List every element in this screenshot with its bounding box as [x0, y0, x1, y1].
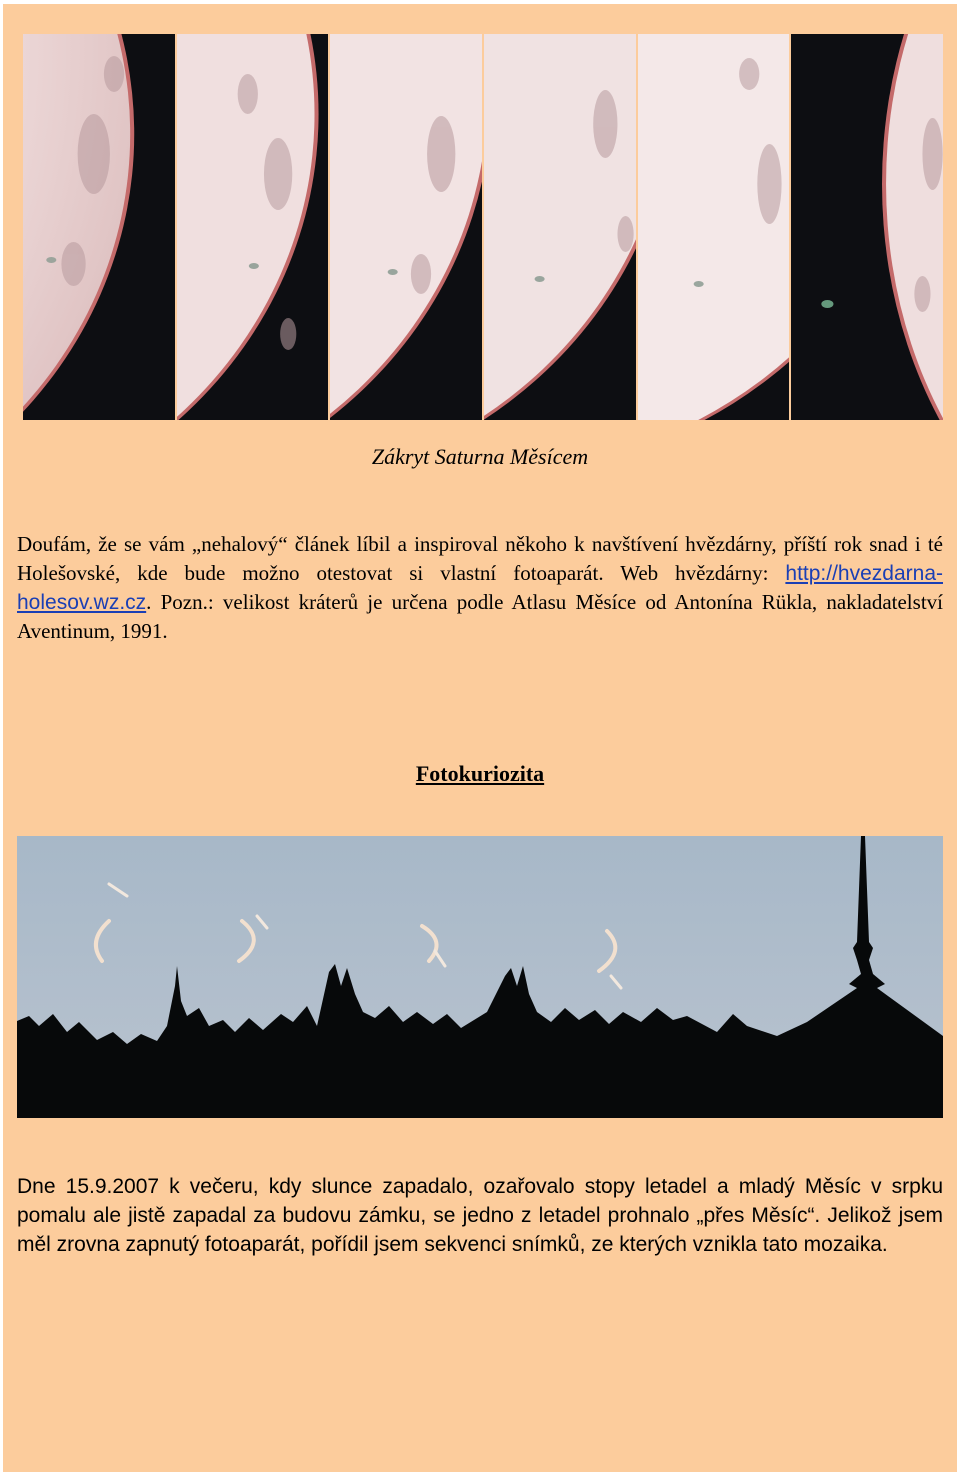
saturn-occultation-photo-strip [23, 34, 943, 420]
document-page [3, 4, 957, 1472]
moon-frame-2 [177, 34, 329, 420]
intro-paragraph [17, 530, 943, 646]
observatory-link[interactable]: http://hvezdarna-holesov.wz.cz [17, 562, 943, 614]
moon-frame-6 [791, 34, 943, 420]
moon-frame-3 [330, 34, 482, 420]
curiosity-paragraph: Dne 15.9.2007 k večeru, kdy slunce zapadalo, ozařovalo stopy letadel a mladý Měsíc v srpku pomalu ale jistě zapadal za budovu zámku, se jedno z letadel prohnalo „přes Měsíc“. Jelikož jsem měl zrovna zapnutý fotoaparát, pořídil jsem sekvenci snímků, ze kterých vznikla tato mozaika. [17, 1175, 943, 1256]
moon-frame-5 [638, 34, 790, 420]
intro-text: Doufám, že se vám „nehalový“ článek líbil a inspiroval někoho k navštívení hvězdárny, příští rok snad i té Holešovské, kde bude možno otestovat si vlastní fotoaparát. Web hvězdárny: [17, 532, 943, 585]
sunset-moon-mosaic [17, 836, 943, 1118]
photo-caption: Zákryt Saturna Měsícem [371, 444, 589, 469]
moon-frame-4 [484, 34, 636, 420]
moon-frame-1 [23, 34, 175, 420]
intro-note: . Pozn.: velikost kráterů je určena podle Atlasu Měsíce od Antonína Rükla, nakladatelství Aventinum, 1991. [17, 590, 943, 643]
section-heading: Fotokuriozita [415, 761, 545, 786]
